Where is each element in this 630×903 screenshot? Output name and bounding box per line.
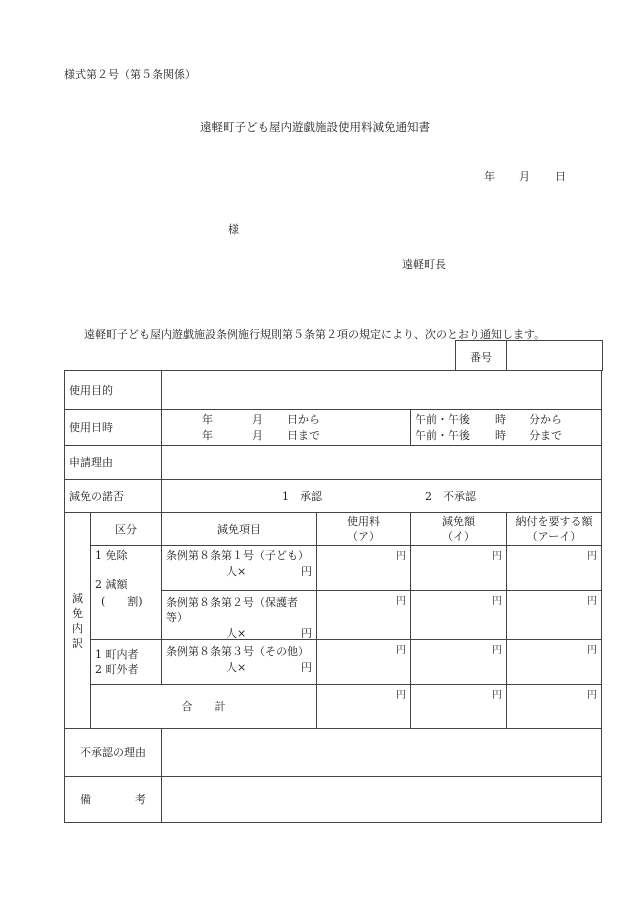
fee-1[interactable] <box>317 546 411 591</box>
kubun-3b: 2 町外者 <box>95 663 139 676</box>
dt-to-year: 年 <box>202 428 213 442</box>
yen-unit: 円 <box>492 645 502 656</box>
pay-3[interactable] <box>507 640 602 685</box>
yen-unit: 円 <box>396 645 406 656</box>
dt-to-hour: 時 <box>495 428 506 442</box>
reduce-2[interactable] <box>411 591 507 640</box>
yen-unit: 円 <box>587 596 597 607</box>
number-separator <box>506 341 507 371</box>
item-name: 条例第８条第３号（その他） <box>166 645 309 658</box>
header-fee <box>317 513 411 546</box>
breakdown-char: 免 <box>72 606 83 620</box>
dt-to-min: 分まで <box>529 428 562 442</box>
yen-unit: 円 <box>587 690 597 701</box>
header-fee-text: 使用料 <box>347 515 380 528</box>
item-row-3 <box>162 640 317 685</box>
approve-option[interactable]: 1 承認 <box>282 489 322 503</box>
item-name: 条例第８条第２号（保護者等） <box>166 596 298 624</box>
yen-unit: 円 <box>492 551 502 562</box>
kubun-exemption-reduction <box>91 546 162 640</box>
item-yen: 円 <box>301 565 312 578</box>
yen-unit: 円 <box>587 551 597 562</box>
decision-label: 減免の諾否 <box>65 480 162 513</box>
remarks-value[interactable] <box>162 777 602 823</box>
document-title: 遠軽町子ども屋内遊戯施設使用料減免通知書 <box>200 120 430 134</box>
kubun-3a: 1 町内者 <box>95 648 139 661</box>
fee-3[interactable] <box>317 640 411 685</box>
pay-total[interactable] <box>507 685 602 729</box>
breakdown-char: 減 <box>72 591 83 605</box>
breakdown-char: 内 <box>72 621 83 635</box>
datetime-label: 使用日時 <box>65 410 162 446</box>
rejection-reason-label: 不承認の理由 <box>65 729 162 777</box>
header-pay <box>507 513 602 546</box>
dt-to-ampm: 午前・午後 <box>415 428 470 442</box>
yen-unit: 円 <box>396 596 406 607</box>
dt-to-month: 月 <box>252 428 263 442</box>
total-label: 合 計 <box>91 685 317 729</box>
purpose-value[interactable] <box>162 371 602 410</box>
kubun-residence <box>91 640 162 685</box>
addressee-suffix: 様 <box>228 223 239 236</box>
item-yen: 円 <box>301 661 312 674</box>
header-item: 減免項目 <box>162 513 317 546</box>
pay-1[interactable] <box>507 546 602 591</box>
item-calc: 人× <box>226 627 247 640</box>
remarks-label: 備 考 <box>65 777 162 823</box>
date-day: 日 <box>555 170 566 183</box>
reduce-total[interactable] <box>411 685 507 729</box>
date-month: 月 <box>519 170 530 183</box>
header-pay-sub: （アーイ） <box>526 530 582 543</box>
datetime-dates[interactable] <box>162 410 411 446</box>
yen-unit: 円 <box>492 596 502 607</box>
breakdown-label <box>65 513 91 729</box>
item-name: 条例第８条第１号（子ども） <box>166 549 309 562</box>
yen-unit: 円 <box>396 551 406 562</box>
header-reduce <box>411 513 507 546</box>
form-label: 様式第２号（第５条関係） <box>64 68 196 81</box>
dt-from-day: 日から <box>287 412 320 426</box>
reduce-1[interactable] <box>411 546 507 591</box>
kubun-2: 2 減額 <box>95 578 128 591</box>
number-label: 番号 <box>470 351 492 364</box>
reject-option[interactable]: 2 不承認 <box>425 489 476 503</box>
item-calc: 人× <box>226 661 247 674</box>
header-reduce-text: 減免額 <box>442 515 475 528</box>
dt-from-ampm: 午前・午後 <box>415 412 470 426</box>
date-year: 年 <box>484 170 495 183</box>
issuer: 遠軽町長 <box>402 258 446 271</box>
decision-value[interactable] <box>162 480 602 513</box>
intro-text: 遠軽町子ども屋内遊戯施設条例施行規則第５条第２項の規定により、次のとおり通知します。 <box>84 328 546 341</box>
rejection-reason-value[interactable] <box>162 729 602 777</box>
datetime-times[interactable] <box>411 410 602 446</box>
pay-2[interactable] <box>507 591 602 640</box>
yen-unit: 円 <box>396 690 406 701</box>
item-row-1 <box>162 546 317 591</box>
breakdown-char: 訳 <box>72 636 83 650</box>
kubun-1: 1 免除 <box>95 549 128 562</box>
fee-total[interactable] <box>317 685 411 729</box>
header-pay-text: 納付を要する額 <box>515 515 593 528</box>
yen-unit: 円 <box>492 690 502 701</box>
item-row-2 <box>162 591 317 640</box>
dt-from-hour: 時 <box>495 412 506 426</box>
dt-from-year: 年 <box>202 412 213 426</box>
header-reduce-sub: （イ） <box>442 530 475 543</box>
yen-unit: 円 <box>587 645 597 656</box>
item-calc: 人× <box>226 565 247 578</box>
reason-value[interactable] <box>162 446 602 480</box>
header-kubun: 区分 <box>91 513 162 546</box>
reduce-3[interactable] <box>411 640 507 685</box>
item-yen: 円 <box>301 627 312 640</box>
purpose-label: 使用目的 <box>65 371 162 410</box>
number-box <box>455 340 603 371</box>
fee-2[interactable] <box>317 591 411 640</box>
header-fee-sub: （ア） <box>347 530 380 543</box>
kubun-2-ratio: ( 割) <box>101 595 143 608</box>
reason-label: 申請理由 <box>65 446 162 480</box>
form-table <box>64 370 602 823</box>
dt-from-min: 分から <box>529 412 562 426</box>
dt-from-month: 月 <box>252 412 263 426</box>
dt-to-day: 日まで <box>287 428 320 442</box>
